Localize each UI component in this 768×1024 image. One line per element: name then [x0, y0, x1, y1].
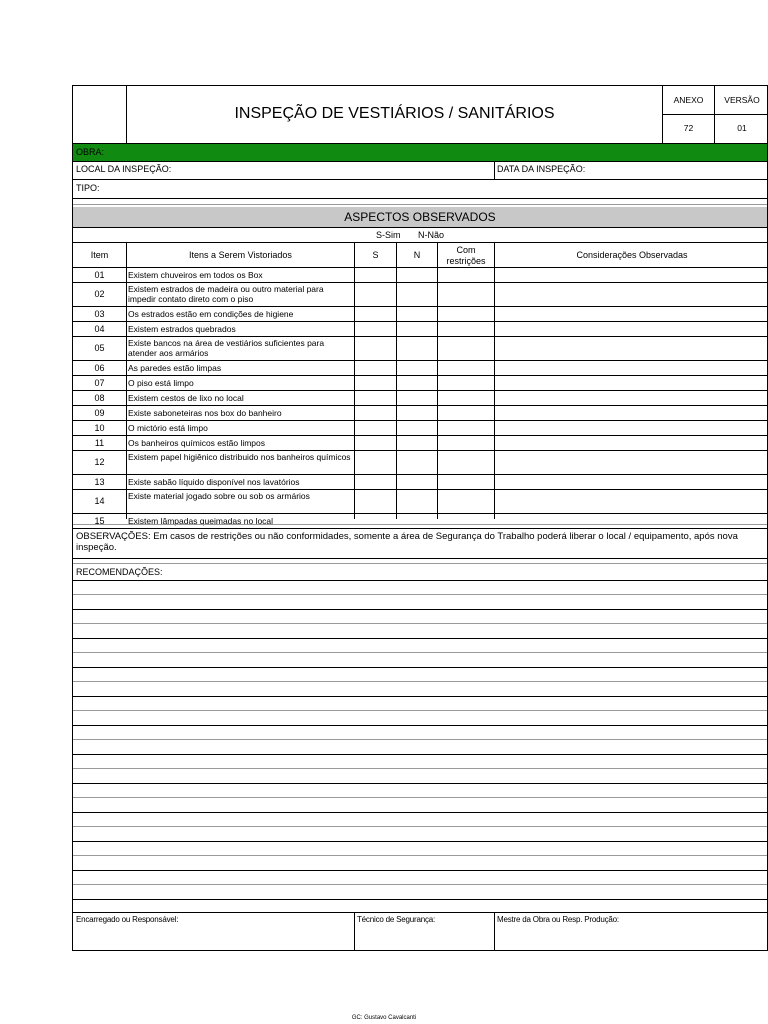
item-text: Os estrados estão em condições de higiene: [128, 309, 294, 319]
s-cell[interactable]: [355, 322, 396, 336]
recomendacoes-label: RECOMENDAÇÕES:: [76, 567, 163, 577]
recomendacao-line[interactable]: [73, 623, 767, 624]
restricoes-cell[interactable]: [438, 406, 494, 420]
n-cell[interactable]: [397, 490, 437, 513]
n-cell[interactable]: [397, 268, 437, 282]
recomendacao-line[interactable]: [73, 768, 767, 769]
observacoes-text: OBSERVAÇÕES: Em casos de restrições ou não conformidades, somente a área de Segurança do Trabalho poderá liberar o local / equipamento, após nova inspeção.: [76, 531, 738, 553]
item-text: Existem papel higiênico distribuido nos banheiros químicos: [128, 452, 351, 462]
restricoes-cell[interactable]: [438, 436, 494, 450]
s-cell[interactable]: [355, 514, 396, 528]
n-cell[interactable]: [397, 361, 437, 375]
recomendacao-line[interactable]: [73, 783, 767, 784]
consideracoes-cell[interactable]: [495, 376, 768, 390]
item-number: 04: [94, 323, 105, 334]
item-number: 10: [94, 422, 105, 433]
item-number: 11: [94, 437, 105, 448]
item-number: 05: [94, 343, 105, 353]
recomendacao-line[interactable]: [73, 725, 767, 726]
item-text: O mictório está limpo: [128, 423, 208, 433]
inspection-form: [72, 85, 768, 951]
consideracoes-cell[interactable]: [495, 421, 768, 435]
consideracoes-cell[interactable]: [495, 514, 768, 528]
consideracoes-cell[interactable]: [495, 490, 768, 513]
encarregado-signature[interactable]: Encarregado ou Responsável:: [76, 915, 179, 924]
n-cell[interactable]: [397, 283, 437, 306]
data-inspecao-field[interactable]: DATA DA INSPEÇÃO:: [497, 164, 586, 174]
recomendacao-line[interactable]: [73, 696, 767, 697]
item-number: 07: [94, 377, 105, 388]
restricoes-cell[interactable]: [438, 490, 494, 513]
recomendacao-line[interactable]: [73, 652, 767, 653]
recomendacao-line[interactable]: [73, 638, 767, 639]
restricoes-cell[interactable]: [438, 475, 494, 489]
n-cell[interactable]: [397, 337, 437, 360]
recomendacao-line[interactable]: [73, 667, 767, 668]
consideracoes-cell[interactable]: [495, 322, 768, 336]
recomendacao-line[interactable]: [73, 826, 767, 827]
restricoes-cell[interactable]: [438, 322, 494, 336]
item-text: Existe bancos na área de vestiários suficientes para atender aos armários: [128, 338, 325, 358]
footer-credit: GC: Gustavo Cavalcanti: [351, 1015, 417, 1021]
recomendacao-line[interactable]: [73, 594, 767, 595]
recomendacao-line[interactable]: [73, 812, 767, 813]
consideracoes-cell[interactable]: [495, 361, 768, 375]
col-com: Com: [456, 245, 476, 255]
s-cell[interactable]: [355, 391, 396, 405]
tecnico-signature[interactable]: Técnico de Segurança:: [357, 915, 436, 924]
restricoes-cell[interactable]: [438, 337, 494, 360]
recomendacao-line[interactable]: [73, 609, 767, 610]
n-cell[interactable]: [397, 451, 437, 474]
item-text: Existem lâmpadas queimadas no local: [128, 516, 274, 526]
consideracoes-cell[interactable]: [495, 406, 768, 420]
col-consideracoes: Considerações Observadas: [576, 250, 688, 260]
item-text: Existem chuveiros em todos os Box: [128, 270, 263, 280]
restricoes-cell[interactable]: [438, 268, 494, 282]
obra-bar: [73, 144, 767, 161]
item-number: 03: [94, 308, 105, 319]
n-cell[interactable]: [397, 391, 437, 405]
col-s: S: [372, 250, 379, 260]
recomendacao-line[interactable]: [73, 739, 767, 740]
consideracoes-cell[interactable]: [495, 475, 768, 489]
s-cell[interactable]: [355, 283, 396, 306]
item-text: O piso está limpo: [128, 378, 194, 388]
recomendacao-line[interactable]: [73, 841, 767, 842]
s-cell[interactable]: [355, 307, 396, 321]
restricoes-cell[interactable]: [438, 376, 494, 390]
s-cell[interactable]: [355, 421, 396, 435]
section-title: ASPECTOS OBSERVADOS: [344, 210, 496, 224]
legend-nao: N-Não: [418, 230, 445, 240]
consideracoes-cell[interactable]: [495, 283, 768, 306]
recomendacao-line[interactable]: [73, 797, 767, 798]
consideracoes-cell[interactable]: [495, 436, 768, 450]
item-number: 13: [94, 476, 105, 487]
consideracoes-cell[interactable]: [495, 337, 768, 360]
restricoes-cell[interactable]: [438, 307, 494, 321]
s-cell[interactable]: [355, 436, 396, 450]
recomendacao-line[interactable]: [73, 710, 767, 711]
item-number: 01: [94, 269, 105, 280]
item-number: 06: [94, 362, 105, 373]
mestre-signature[interactable]: Mestre da Obra ou Resp. Produção:: [497, 915, 619, 924]
item-text: Existem estrados quebrados: [128, 324, 236, 334]
item-text: As paredes estão limpas: [128, 363, 222, 373]
local-inspecao-field[interactable]: LOCAL DA INSPEÇÃO:: [76, 164, 172, 174]
consideracoes-cell[interactable]: [495, 307, 768, 321]
s-cell[interactable]: [355, 361, 396, 375]
restricoes-cell[interactable]: [438, 451, 494, 474]
recomendacao-line[interactable]: [73, 899, 767, 900]
recomendacao-line[interactable]: [73, 580, 767, 581]
consideracoes-cell[interactable]: [495, 451, 768, 474]
s-cell[interactable]: [355, 475, 396, 489]
n-cell[interactable]: [397, 406, 437, 420]
consideracoes-cell[interactable]: [495, 268, 768, 282]
restricoes-cell[interactable]: [438, 514, 494, 528]
n-cell[interactable]: [397, 322, 437, 336]
n-cell[interactable]: [397, 421, 437, 435]
obra-label[interactable]: OBRA:: [76, 147, 105, 157]
n-cell[interactable]: [397, 307, 437, 321]
tipo-field[interactable]: TIPO:: [76, 183, 100, 193]
consideracoes-cell[interactable]: [495, 391, 768, 405]
item-number: 15: [94, 515, 105, 526]
item-number: 12: [94, 457, 105, 467]
s-cell[interactable]: [355, 268, 396, 282]
n-cell[interactable]: [397, 514, 437, 528]
anexo-label: ANEXO: [673, 95, 704, 105]
col-restricoes: restrições: [446, 256, 486, 266]
col-n: N: [413, 250, 421, 260]
restricoes-cell[interactable]: [438, 391, 494, 405]
recomendacao-line[interactable]: [73, 870, 767, 871]
s-cell[interactable]: [355, 451, 396, 474]
restricoes-cell[interactable]: [438, 421, 494, 435]
item-text: Existe saboneteiras nos box do banheiro: [128, 408, 282, 418]
s-cell[interactable]: [355, 337, 396, 360]
item-text: Existe material jogado sobre ou sob os armários: [128, 491, 310, 501]
item-number: 08: [94, 392, 105, 403]
restricoes-cell[interactable]: [438, 283, 494, 306]
s-cell[interactable]: [355, 406, 396, 420]
anexo-value: 72: [683, 123, 694, 133]
n-cell[interactable]: [397, 475, 437, 489]
item-number: 02: [94, 289, 105, 299]
col-itens: Itens a Serem Vistoriados: [189, 250, 292, 260]
form-title: INSPEÇÃO DE VESTIÁRIOS / SANITÁRIOS: [234, 105, 555, 122]
recomendacao-line[interactable]: [73, 754, 767, 755]
item-number: 14: [94, 496, 105, 506]
versao-value: 01: [737, 123, 747, 133]
item-number: 09: [94, 407, 105, 418]
recomendacao-line[interactable]: [73, 884, 767, 885]
recomendacao-line[interactable]: [73, 681, 767, 682]
item-text: Existem estrados de madeira ou outro material para impedir contato direto com o piso: [128, 284, 324, 304]
item-text: Existem cestos de lixo no local: [128, 393, 244, 403]
recomendacao-line[interactable]: [73, 855, 767, 856]
col-item: Item: [90, 250, 109, 260]
legend-sim: S-Sim: [376, 230, 401, 240]
n-cell[interactable]: [397, 436, 437, 450]
item-text: Os banheiros químicos estão limpos: [128, 438, 266, 448]
s-cell[interactable]: [355, 490, 396, 513]
n-cell[interactable]: [397, 376, 437, 390]
restricoes-cell[interactable]: [438, 361, 494, 375]
versao-label: VERSÃO: [724, 95, 760, 105]
s-cell[interactable]: [355, 376, 396, 390]
item-text: Existe sabão líquido disponível nos lavatórios: [128, 477, 300, 487]
